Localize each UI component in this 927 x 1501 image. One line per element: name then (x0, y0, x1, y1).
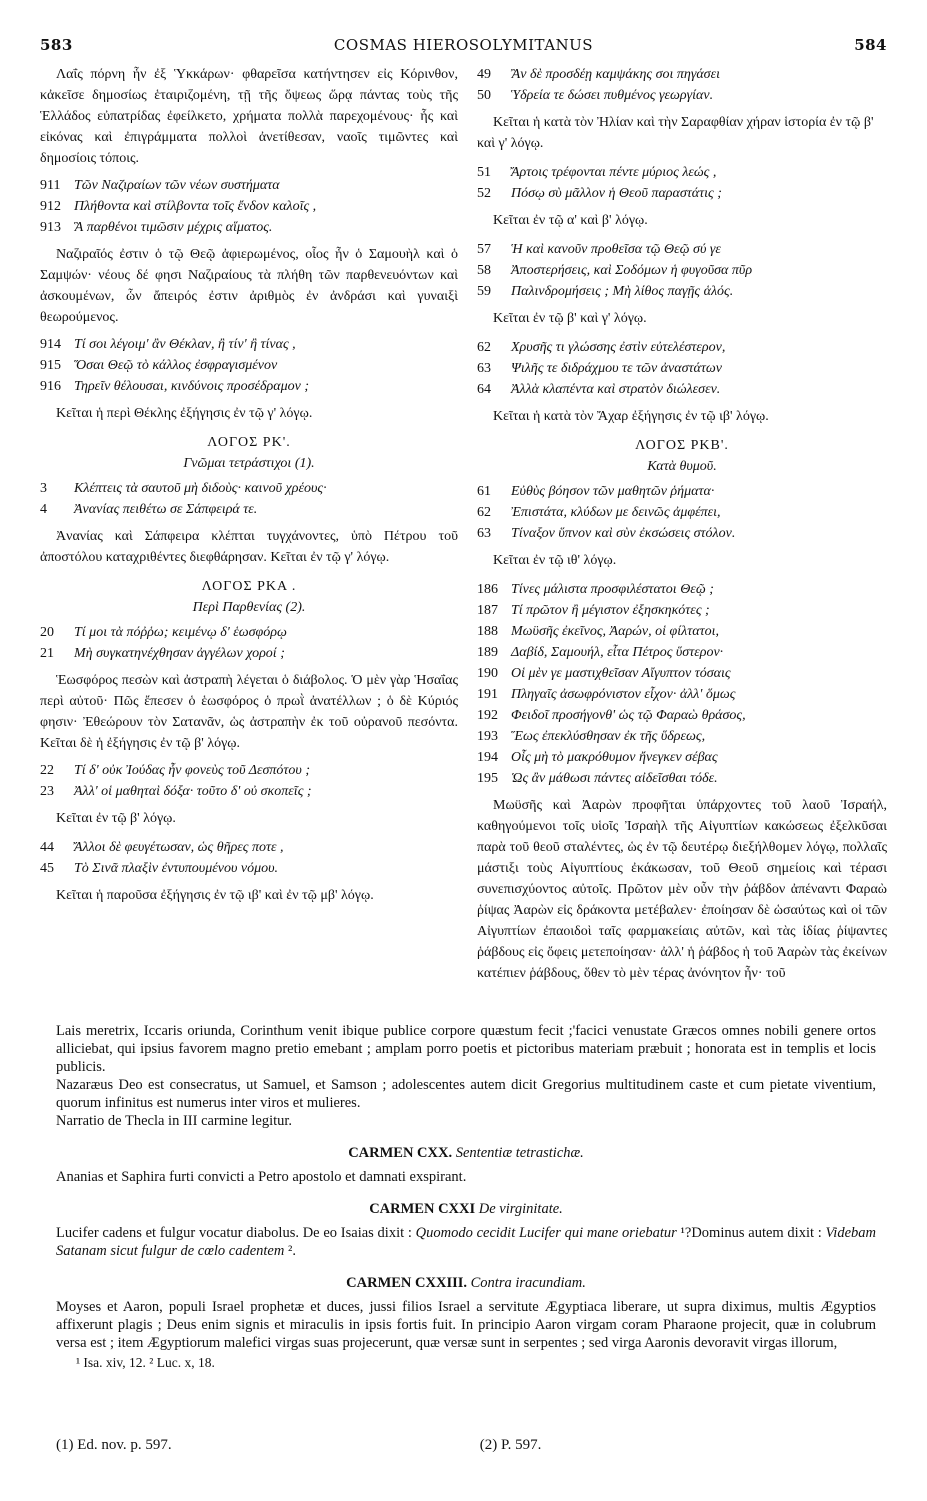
reference-note: Κεῖται ἡ κατὰ τὸν Ἠλίαν καὶ τὴν Σαραφθίαν χήραν ἱστορία ἐν τῷ β' καὶ γ' λόγῳ. (477, 115, 874, 151)
verse-text: Παλινδρομήσεις ; Μὴ λίθος παγῇς ἁλός. (511, 284, 734, 299)
verse-text: Τὸ Σινᾶ πλαξὶν ἐντυπουμένου νόμου. (74, 861, 279, 876)
verse-text: Τίναξον ὕπνον καὶ σὺν ἐκσώσεις στόλον. (511, 526, 736, 541)
verse-number: 23 (40, 784, 54, 799)
carmen-title (56, 1200, 876, 1218)
verse-text: Εὐθὺς βόησον τῶν μαθητῶν ῥήματα· (511, 484, 715, 499)
verse-line (477, 642, 887, 663)
verse-line (477, 239, 887, 260)
latin-text: ¹?Dominus autem dixit : (676, 1225, 826, 1241)
verse-line (40, 175, 458, 196)
verse-number: 62 (477, 505, 491, 520)
latin-paragraph: Lais meretrix, Iccaris oriunda, Corinthum venit ibique publice corpore quæstum fecit ;'facici venustate Græcos omnes nobili genere ortos alliciebat, qui ipsius favorem magno pretio emebant ; amplam porro poetis et pictoribus materiam præbuit ; honorata est in templis et locis publicis. (56, 1023, 876, 1075)
verse-line (40, 760, 458, 781)
verse-line (40, 499, 458, 520)
verse-line (40, 478, 458, 499)
verse-line (477, 337, 887, 358)
verse-line (477, 726, 887, 747)
verse-block (40, 837, 458, 879)
verse-text: Ἀνανίας πειθέτω σε Σάπφειρά τε. (74, 502, 258, 517)
section-subtitle: Γνῶμαι τετράστιχοι (1). (183, 456, 315, 471)
latin-paragraph (56, 1224, 876, 1260)
verse-line (477, 162, 887, 183)
greek-paragraph: Ἀνανίας καὶ Σάπφειρα κλέπται τυγχάνοντες, ὑπὸ Πέτρου τοῦ ἀποστόλου καταχριθέντες διεφθάρησαν. Κεῖται ἐν τῷ γ' λόγῳ. (40, 529, 458, 565)
running-title: COSMAS HIEROSOLYMITANUS (333, 36, 594, 54)
verse-line (40, 355, 458, 376)
verse-text: Οἷς μὴ τὸ μακρόθυμον ἤνεγκεν σέβας (511, 750, 718, 765)
endnote-1: (1) Ed. nov. p. 597. (56, 1437, 172, 1453)
verse-number: 64 (477, 382, 491, 397)
section-title: ΛΟΓΟΣ ΡΚΒ'. (635, 438, 729, 453)
verse-line (477, 768, 887, 789)
verse-line (40, 196, 458, 217)
greek-paragraph: Λαΐς πόρνη ἦν ἐξ Ὑκκάρων· φθαρεῖσα κατήντησεν εἰς Κόρινθον, κἀκεῖσε δημοσίως ἑταιριζομένη, τῇ τῆς ὄψεως ὥρᾳ πάντας τοὺς τῆς Ἑλλάδος εὐπατρίδας ἐφείλκετο, χρήματα πολλὰ παρεχομένους· ἧς καὶ εἰκόνας καὶ ἐπιγράμματα πολλοὶ ἀνετίθεσαν, ναοῖς τιμῶντες καὶ δημοσίοις τόποις. (40, 67, 458, 166)
verse-number: 189 (477, 645, 498, 660)
latin-paragraph: Ananias et Saphira furti convicti a Petro apostolo et damnati exspirant. (56, 1169, 467, 1185)
greek-paragraph: Ἑωσφόρος πεσὼν καὶ ἀστραπὴ λέγεται ὁ διάβολος. Ὁ μὲν γὰρ Ἡσαΐας περὶ αὐτοῦ· Πῶς ἔπεσεν ὁ ἑωσφόρος ὁ πρωῒ ἀνατέλλων ; ὁ δὲ Κύριός φησιν· Ἐθεώρουν τὸν Σατανᾶν, ὡς ἀστραπὴν ἐκ τοῦ οὐρανοῦ πεσόντα. Κεῖται δὲ ἡ ἐξήγησις ἐν τῷ β' λόγῳ. (40, 673, 458, 751)
verse-text: Τίνες μάλιστα προσφιλέστατοι Θεῷ ; (511, 582, 714, 597)
verse-number: 52 (477, 186, 491, 201)
latin-paragraph: Moyses et Aaron, populi Israel prophetæ et duces, jussi filios Israel a servitute Ægyptiaca liberare, ut supra diximus, multis Ægyptios affixerunt plagis ; Deus enim signis et miraculis in ipsis fortis fuit. In principio Aaron virgam coram Pharaone projecit, quæ in colubrum versa est ; item Ægyptiorum malefici virgas suas projecerunt, quæ versæ sunt in serpentes ; sed virga Aaronis devoravit virgas illorum, (56, 1299, 876, 1351)
verse-block (40, 760, 458, 802)
verse-number: 57 (477, 242, 491, 257)
verse-number: 51 (477, 165, 491, 180)
endnotes (56, 1437, 876, 1454)
verse-text: Κλέπτεις τὰ σαυτοῦ μὴ διδοὺς· καινοῦ χρέους· (74, 481, 327, 496)
verse-number: 4 (40, 502, 47, 517)
verse-text: Φειδοῖ προσήγονθ' ὡς τῷ Φαραὼ θράσος, (511, 708, 746, 723)
verse-line (477, 64, 887, 85)
verse-number: 44 (40, 840, 54, 855)
section-title: ΛΟΓΟΣ ΡΚ'. (207, 435, 291, 450)
verse-block (477, 239, 887, 302)
carmen-subtitle: De virginitate. (478, 1201, 563, 1217)
verse-text: Ὡς ἂν μάθωσι πάντες αἰδεῖσθαι τόδε. (511, 771, 718, 786)
greek-paragraph: Κεῖται ἡ παροῦσα ἐξήγησις ἐν τῷ ιβ' καὶ ἐν τῷ μβ' λόγῳ. (56, 888, 374, 903)
verse-line (40, 334, 458, 355)
verse-number: 186 (477, 582, 498, 597)
verse-line (477, 502, 887, 523)
verse-block (477, 64, 887, 106)
verse-number: 49 (477, 67, 491, 82)
verse-line (477, 621, 887, 642)
verse-line (40, 622, 458, 643)
latin-text: ². (284, 1243, 296, 1259)
verse-line (477, 281, 887, 302)
latin-translation (56, 1022, 876, 1372)
verse-line (477, 260, 887, 281)
latin-paragraph: Nazaræus Deo est consecratus, ut Samuel, et Samson ; adolescentes autem dicit Gregorius multitudinem caste et cum pietate viventium, quorum infinitus est numerus inter viros et mulieres. (56, 1077, 876, 1111)
verse-block (477, 162, 887, 204)
verse-block (40, 622, 458, 664)
verse-line (477, 481, 887, 502)
verse-text: Δαβίδ, Σαμουήλ, εἶτα Πέτρος ὕστερον· (511, 645, 724, 660)
reference-note: Κεῖται ἡ περὶ Θέκλης ἐξήγησις ἐν τῷ γ' λόγῳ. (56, 406, 313, 421)
reference-note: Κεῖται ἐν τῷ α' καὶ β' λόγῳ. (493, 213, 648, 228)
verse-number: 912 (40, 199, 61, 214)
reference-note: Κεῖται ἐν τῷ ιθ' λόγῳ. (493, 553, 617, 568)
verse-number: 61 (477, 484, 491, 499)
verse-text: Ἃ παρθένοι τιμῶσιν μέχρις αἵματος. (74, 220, 273, 235)
left-column (40, 64, 458, 912)
reference-note: Κεῖται ἐν τῷ β' λόγῳ. (56, 811, 176, 826)
verse-number: 22 (40, 763, 54, 778)
page-number-right: 584 (854, 36, 887, 54)
verse-text: Τῶν Ναζιραίων τῶν νέων συστήματα (74, 178, 280, 193)
verse-number: 193 (477, 729, 498, 744)
verse-text: Πόσῳ σὺ μᾶλλον ἡ Θεοῦ παραστάτις ; (511, 186, 722, 201)
verse-line (477, 747, 887, 768)
carmen-number: CARMEN CXXIII. (346, 1275, 467, 1291)
verse-number: 915 (40, 358, 61, 373)
verse-line (477, 579, 887, 600)
greek-paragraph: Ναζιραῖός ἐστιν ὁ τῷ Θεῷ ἀφιερωμένος, οἷος ἦν ὁ Σαμουὴλ καὶ ὁ Σαμψών· νέους δέ φησι Ναζιραίους τὰ πλήθη τῶν παρθενευόντων καὶ ἀσκουμένων, ὧν ἄπειρός ἐστιν ἀριθμὸς ἐν ἀνδράσι καὶ γυναιξὶ θεωρούμενος. (40, 247, 458, 325)
footnotes: ¹ Isa. xiv, 12. ² Luc. x, 18. (76, 1355, 215, 1370)
carmen-title (56, 1274, 876, 1292)
verse-number: 45 (40, 861, 54, 876)
verse-text: Ὅσαι Θεῷ τὸ κάλλος ἐσφραγισμένον (74, 358, 278, 373)
section-subtitle: Περὶ Παρθενίας (2). (192, 600, 306, 615)
verse-line (477, 523, 887, 544)
carmen-number: CARMEN CXX. (348, 1145, 453, 1161)
verse-block (40, 175, 458, 238)
page-number-left: 583 (40, 36, 73, 54)
verse-line (40, 858, 458, 879)
verse-number: 59 (477, 284, 491, 299)
verse-block (40, 334, 458, 397)
verse-text: Ἀλλ' οἱ μαθηταὶ δόξα· τοῦτο δ' οὐ σκοπεῖς ; (74, 784, 312, 799)
verse-number: 187 (477, 603, 498, 618)
verse-number: 50 (477, 88, 491, 103)
verse-number: 62 (477, 340, 491, 355)
section-title: ΛΟΓΟΣ ΡΚΑ . (201, 579, 297, 594)
verse-text: Οἱ μὲν γε μαστιχθεῖσαν Αἴγυπτον τόσαις (511, 666, 731, 681)
verse-number: 188 (477, 624, 498, 639)
verse-text: Ἄρτοις τρέφονται πέντε μύριος λεώς , (511, 165, 717, 180)
verse-number: 191 (477, 687, 498, 702)
verse-number: 914 (40, 337, 61, 352)
right-column (477, 64, 887, 990)
reference-note: Κεῖται ἡ κατὰ τὸν Ἄχαρ ἐξήγησις ἐν τῷ ιβ' λόγῳ. (493, 409, 769, 424)
greek-paragraph: Μωϋσῆς καὶ Ἀαρὼν προφῆται ὑπάρχοντες τοῦ λαοῦ Ἰσραήλ, καθηγούμενοι τοῖς υἱοῖς Ἰσραὴλ τῆς Αἰγυπτίων κακώσεως ἐξελκῦσαι παρὰ τοῦ θεοῦ σταλέντες, ὡς ἐν τῷ δευτέρῳ διεξήλθομεν λόγῳ, πολλαῖς μάστιξι τοὺς Αἰγυπτίους ἐκάκωσαν, τοῦ Θεοῦ σημείοις καὶ τέρασι συνεπισχύοντος αὐτοῖς. Πρῶτον μὲν οὖν τὴν ῥάβδον ἀπέναντι Φαραὼ ῥίψας Ἀαρὼν εἰς δράκοντα μετέβαλεν· ἐποίησαν δὲ ὡσαύτως καὶ οἱ τῶν Αἰγυπτίων ἐπαοιδοὶ ταῖς φαρμακείαις αὐτῶν, καὶ τὰς ἰδίας ῥίψαντες ῥάβδους εἰς ὄφεις μετεποίησαν· ἀλλ' ἡ ῥάβδος ἡ τοῦ Ἀαρὼν τὰς ἐκείνων κατέπιεν ῥάβδους, ὅθεν τὸ μὲν τέρας ἀνόνητον ἦν· τοῦ (477, 798, 887, 981)
verse-text: Ἄλλοι δὲ φευγέτωσαν, ὡς θῆρες ποτε , (74, 840, 284, 855)
latin-text: Lucifer cadens et fulgur vocatur diabolus. De eo Isaias dixit : (56, 1225, 416, 1241)
verse-block (477, 579, 887, 789)
verse-line (477, 705, 887, 726)
verse-block (477, 481, 887, 544)
verse-text: Χρυσῆς τι γλώσσης ἐστὶν εὐτελέστερον, (511, 340, 726, 355)
verse-text: Τί μοι τὰ πόῤῥω; κειμένῳ δ' ἑωσφόρῳ (74, 625, 287, 640)
verse-number: 3 (40, 481, 47, 496)
verse-line (477, 183, 887, 204)
endnote-2: (2) P. 597. (479, 1437, 542, 1453)
verse-number: 195 (477, 771, 498, 786)
verse-text: Μὴ συγκατηνέχθησαν ἀγγέλων χοροί ; (74, 646, 285, 661)
verse-text: Μωϋσῆς ἐκεῖνος, Ἀαρών, οἱ φίλτατοι, (511, 624, 719, 639)
latin-paragraph: Narratio de Thecla in III carmine legitur. (56, 1113, 293, 1129)
verse-text: Πληγαῖς ἀσωφρόνιστον εἶχον· ἀλλ' ὅμως (511, 687, 736, 702)
verse-text: Ψιλῆς τε διδράχμου τε τῶν ἀναστάτων (511, 361, 722, 376)
verse-text: Πλήθοντα καὶ στίλβοντα τοῖς ἔνδον καλοῖς , (74, 199, 317, 214)
verse-text: Τί πρῶτον ἢ μέγιστον ἐξησκηκότες ; (511, 603, 710, 618)
verse-text: Ἀλλὰ κλαπέντα καὶ στρατὸν διώλεσεν. (511, 382, 721, 397)
verse-line (477, 85, 887, 106)
verse-line (477, 663, 887, 684)
verse-line (477, 358, 887, 379)
verse-block (40, 478, 458, 520)
verse-text: Τηρεῖν θέλουσαι, κινδύνοις προσέδραμον ; (74, 379, 309, 394)
verse-line (477, 684, 887, 705)
reference-note: Κεῖται ἐν τῷ β' καὶ γ' λόγῳ. (493, 311, 647, 326)
verse-number: 21 (40, 646, 54, 661)
verse-line (477, 379, 887, 400)
verse-line (477, 600, 887, 621)
verse-number: 58 (477, 263, 491, 278)
latin-quote: Videbam Satanam sicut fulgur de cœlo cadentem (56, 1225, 876, 1259)
verse-line (40, 781, 458, 802)
verse-number: 63 (477, 526, 491, 541)
verse-text: Ἕως ἐπεκλύσθησαν ἐκ τῆς ὕδρεως, (511, 729, 706, 744)
verse-number: 192 (477, 708, 498, 723)
verse-number: 913 (40, 220, 61, 235)
verse-number: 916 (40, 379, 61, 394)
verse-number: 20 (40, 625, 54, 640)
verse-block (477, 337, 887, 400)
verse-line (40, 643, 458, 664)
verse-number: 194 (477, 750, 498, 765)
carmen-number: CARMEN CXXI (369, 1201, 476, 1217)
verse-text: Τί δ' οὐκ Ἰούδας ἦν φονεὺς τοῦ Δεσπότου ; (74, 763, 310, 778)
carmen-subtitle: Contra iracundiam. (470, 1275, 586, 1291)
verse-number: 190 (477, 666, 498, 681)
verse-number: 63 (477, 361, 491, 376)
verse-line (40, 217, 458, 238)
verse-text: Τί σοι λέγοιμ' ἂν Θέκλαν, ἢ τίν' ἢ τίνας , (74, 337, 296, 352)
verse-line (40, 837, 458, 858)
section-subtitle: Κατὰ θυμοῦ. (647, 459, 717, 474)
verse-text: Ἡ καὶ κανοῦν προθεῖσα τῷ Θεῷ σύ γε (511, 242, 721, 257)
verse-text: Ἂν δὲ προσδέῃ καμψάκης σοι πηγάσει (511, 67, 720, 82)
verse-line (40, 376, 458, 397)
carmen-subtitle: Sententiæ tetrastichæ. (455, 1145, 584, 1161)
verse-text: Ἐπιστάτα, κλύδων με δεινῶς ἀμφέπει, (511, 505, 721, 520)
carmen-title (56, 1144, 876, 1162)
verse-text: Ἀποστερήσεις, καὶ Σοδόμων ἡ φυγοῦσα πῦρ (511, 263, 753, 278)
verse-number: 911 (40, 178, 61, 193)
verse-text: Ὑδρεία τε δώσει πυθμένος γεωργίαν. (511, 88, 714, 103)
latin-quote: Quomodo cecidit Lucifer qui mane oriebatur (415, 1225, 677, 1241)
